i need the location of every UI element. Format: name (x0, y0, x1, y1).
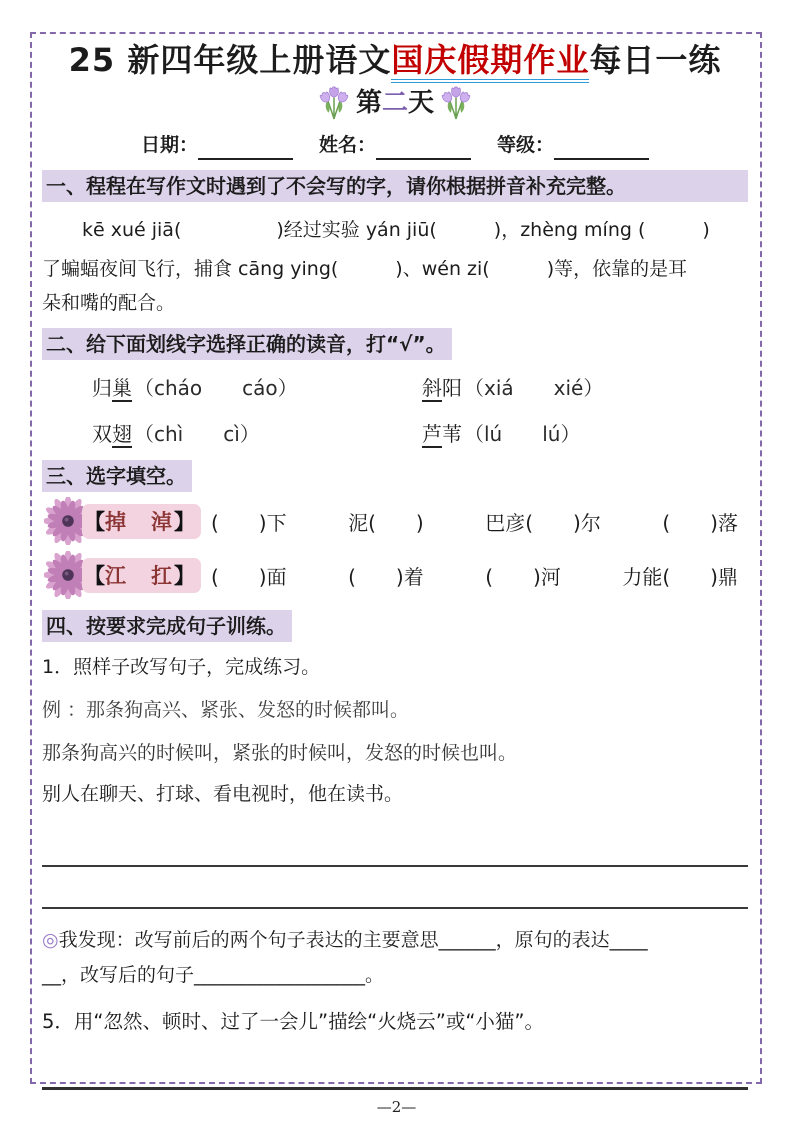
underlined-char: 翅 (112, 422, 132, 446)
name-field (319, 130, 471, 160)
date-label: 日期： (140, 134, 198, 156)
section-1-heading: 一、程程在写作文时遇到了不会写的字，请你根据拼音补充完整。 (42, 170, 748, 202)
blank-phrase: ( )着 (348, 564, 424, 589)
underlined-char: 芦 (422, 422, 442, 446)
reading-item-lu (422, 418, 748, 450)
word-post: 阳 (442, 376, 462, 400)
blank-phrases (201, 561, 748, 590)
section-4-heading: 四、按要求完成句子训练。 (42, 610, 292, 642)
word-pre: 归 (92, 376, 112, 400)
pinyin-options: （xiá xié） (464, 376, 604, 400)
flower-bouquet-icon (440, 85, 472, 121)
blank-phrase: ( )面 (211, 564, 287, 589)
fill-blank-row-1 (42, 496, 748, 546)
underlined-char: 斜 (422, 376, 442, 400)
pinyin-line-3: 朵和嘴的配合。 (42, 292, 176, 314)
title-suffix: 每日一练 (589, 41, 722, 79)
underlined-char: 巢 (112, 376, 132, 400)
pronunciation-choice-grid (92, 372, 748, 450)
answer-line (42, 865, 748, 867)
choice-characters: 江 扛 (105, 563, 174, 588)
rewritten-sentence: 那条狗高兴的时候叫，紧张的时候叫，发怒的时候也叫。 (42, 742, 518, 764)
name-blank (376, 134, 471, 160)
word-pre: 双 (92, 422, 112, 446)
blank-phrases (201, 507, 748, 536)
reading-item-chi (92, 418, 422, 450)
discover-line-2: __，改写后的句子__________________。 (42, 964, 385, 986)
circle-bullet-icon: ◎ (42, 929, 59, 951)
blank-phrase: ( )河 (485, 564, 561, 589)
choice-characters: 掉 淖 (105, 509, 174, 534)
title-prefix: 25 新四年级上册语文 (68, 41, 392, 79)
reading-item-xie (422, 372, 748, 404)
fill-blank-row-2 (42, 550, 748, 600)
word-post: 苇 (442, 422, 462, 446)
section-2-heading: 二、给下面划线字选择正确的读音，打“√”。 (42, 328, 452, 360)
flower-bouquet-icon (318, 85, 350, 121)
practice-sentence: 别人在聊天、打球、看电视时，他在读书。 (42, 783, 404, 805)
name-label: 姓名： (318, 134, 376, 156)
choice-pill (82, 504, 201, 539)
blank-phrase: 泥( ) (348, 510, 424, 535)
page-number: —2— (376, 1098, 417, 1116)
date-blank (198, 134, 293, 160)
bracket-close: 】 (174, 563, 195, 588)
choice-pill (82, 558, 201, 593)
discover-note (42, 923, 748, 993)
section-3-heading: 三、选字填空。 (42, 460, 192, 492)
blank-phrase: ( )落 (662, 510, 738, 535)
answer-line (42, 907, 748, 909)
pinyin-options: （cháo cáo） (134, 376, 298, 400)
grade-blank (554, 134, 649, 160)
question-5: 5．用“忽然、顿时、过了一会儿”描绘“火烧云”或“小猫”。 (42, 1010, 545, 1033)
page-border (30, 32, 762, 1084)
pinyin-options: （lú lú） (464, 422, 581, 446)
blank-phrase: 力能( )鼎 (622, 564, 738, 589)
pinyin-options: （chì cì） (134, 422, 260, 446)
title-highlight: 国庆假期作业 (391, 41, 589, 83)
day-number: 二 (381, 88, 408, 118)
student-info-line (42, 130, 748, 160)
blank-phrase: 巴彦( )尔 (485, 510, 601, 535)
example-sentence: 例 ：那条狗高兴、紧张、发怒的时候都叫。 (42, 699, 410, 721)
grade-field (497, 130, 649, 160)
discover-line-1: 我发现：改写前后的两个句子表达的主要意思______，原句的表达____ (58, 929, 648, 951)
question-1: 1．照样子改写句子，完成练习。 (42, 656, 321, 678)
pinyin-line-2: 了蝙蝠夜间飞行，捕食 cāng ying( )、wén zi( )等，依靠的是耳 (42, 258, 688, 280)
date-field (141, 130, 293, 160)
worksheet-title (42, 38, 748, 82)
day-banner (42, 84, 748, 122)
day-text (356, 84, 434, 122)
bracket-open: 【 (84, 509, 105, 534)
day-pre: 第 (355, 88, 382, 118)
bracket-open: 【 (84, 563, 105, 588)
pinyin-line-1: kē xué jiā( )经过实验 yán jiū( )，zhèng míng ( ) (82, 219, 710, 241)
grade-label: 等级： (497, 134, 555, 156)
bracket-close: 】 (174, 509, 195, 534)
answer-line (42, 1087, 748, 1090)
reading-item-chao (92, 372, 422, 404)
blank-phrase: ( )下 (211, 510, 287, 535)
day-post: 天 (408, 88, 435, 118)
